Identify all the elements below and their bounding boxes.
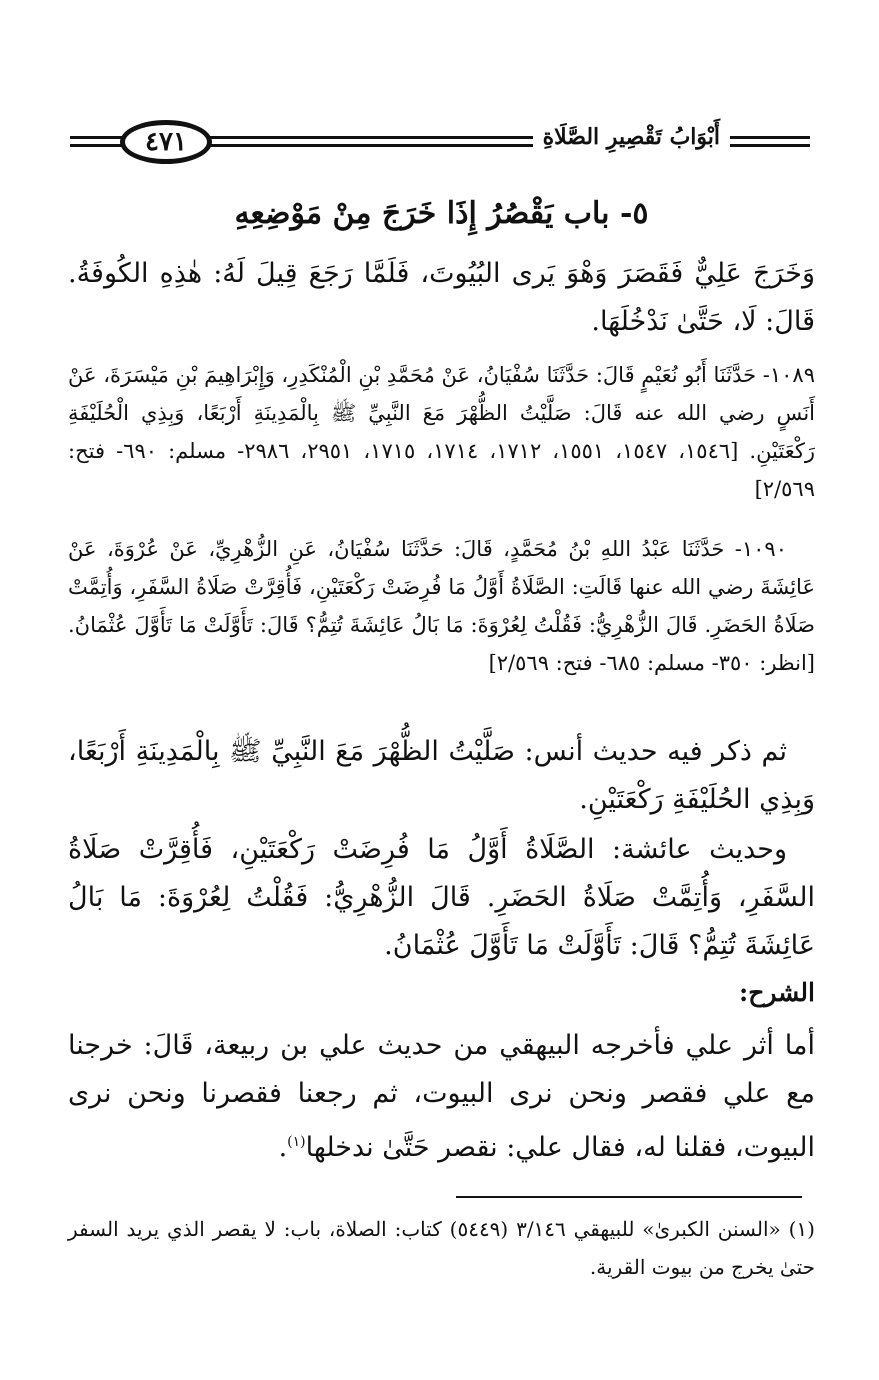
footnote: (١) «السنن الكبرىٰ» للبيهقي ٣/١٤٦ (٥٤٤٩) كتاب: الصلاة، باب: لا يقصر الذي يريد السفر حتىٰ يخرج من بيوت القرية. — [68, 1217, 815, 1279]
footnote-divider — [456, 1196, 802, 1198]
running-title: أَبْوَابُ تَقْصِيرِ الصَّلَاةِ — [533, 124, 730, 150]
header-rule-left-top — [70, 136, 125, 139]
page-number: ٤٧١ — [120, 120, 212, 164]
sharh-heading: الشرح: — [738, 978, 815, 1007]
commentary-aisha: وحديث عائشة: الصَّلَاةُ أَوَّلُ مَا فُرِضَتْ رَكْعَتَيْنِ، فَأُقِرَّتْ صَلَاةُ السَّفَرِ، وَأُتِمَّتْ صَلَاةُ الحَضَرِ. قَالَ الزُّهْرِيُّ: فَقُلْتُ لِعُرْوَةَ: مَا بَالُ عَائِشَةَ تُتِمُّ؟ قَالَ: تَأَوَّلَتْ مَا تَأَوَّلَ عُثْمَانُ. — [68, 834, 815, 961]
sharh-body: أما أثر علي فأخرجه البيهقي من حديث علي بن ربيعة، قَالَ: خرجنا مع علي فقصر ونحن نرى البيوت، ثم رجعنا فقصرنا ونحن نرى البيوت، فقلنا له، فقال علي: نقصر حَتَّىٰ ندخلها — [68, 1030, 815, 1163]
chapter-title: ٥- باب يَقْصُرُ إِذَا خَرَجَ مِنْ مَوْضِعِهِ — [234, 196, 649, 231]
sharh-text — [68, 1022, 815, 1172]
sharh-end: . — [278, 1132, 288, 1163]
hadith-1090: ١٠٩٠- حَدَّثَنَا عَبْدُ اللهِ بْنُ مُحَمَّدٍ، قَالَ: حَدَّثَنَا سُفْيَانُ، عَنِ الزُّهْرِيِّ، عَنْ عُرْوَةَ، عَنْ عَائِشَةَ رضي الله عنها قَالَتِ: الصَّلَاةُ أَوَّلُ مَا فُرِضَتْ رَكْعَتَيْنِ، فَأُقِرَّتْ صَلَاةُ السَّفَرِ، وَأُتِمَّتْ صَلَاةُ الحَضَرِ. قَالَ الزُّهْرِيُّ: فَقُلْتُ لِعُرْوَةَ: مَا بَالُ عَائِشَةَ تُتِمُّ؟ قَالَ: تَأَوَّلَتْ مَا تَأَوَّلَ عُثْمَانُ. [انظر: ٣٥٠- مسلم: ٦٨٥- فتح: ٢/٥٦٩] — [68, 537, 815, 675]
commentary-anas: ثم ذكر فيه حديث أنس: صَلَّيْتُ الظُّهْرَ مَعَ النَّبِيِّ ﷺ بِالْمَدِينَةِ أَرْبَعًا، وَبِذِي الحُلَيْفَةِ رَكْعَتَيْنِ. — [68, 736, 815, 815]
intro-text: وَخَرَجَ عَلِيٌّ فَقَصَرَ وَهْوَ يَرى البُيُوتَ، فَلَمَّا رَجَعَ قِيلَ لَهُ: هٰذِهِ الكُوفَةُ. قَالَ: لَا، حَتَّىٰ نَدْخُلَهَا. — [68, 258, 815, 337]
page-header — [70, 118, 810, 168]
hadith-1089: ١٠٨٩- حَدَّثَنَا أَبُو نُعَيْمٍ قَالَ: حَدَّثَنَا سُفْيَانُ، عَنْ مُحَمَّدِ بْنِ الْمُنْكَدِرِ، وَإِبْرَاهِيمَ بْنِ مَيْسَرَةَ، عَنْ أَنَسٍ رضي الله عنه قَالَ: صَلَّيْتُ الظُّهْرَ مَعَ النَّبِيِّ ﷺ بِالْمَدِينَةِ أَرْبَعًا، وَبِذِي الْحُلَيْفَةِ رَكْعَتَيْنِ. [١٥٤٦، ١٥٤٧، ١٥٥١، ١٧١٢، ١٧١٤، ١٧١٥، ٢٩٥١، ٢٩٨٦- مسلم: ٦٩٠- فتح: ٢/٥٦٩] — [68, 363, 816, 501]
header-rule-left-bottom — [70, 144, 125, 147]
footnote-marker: (١) — [287, 1134, 306, 1150]
